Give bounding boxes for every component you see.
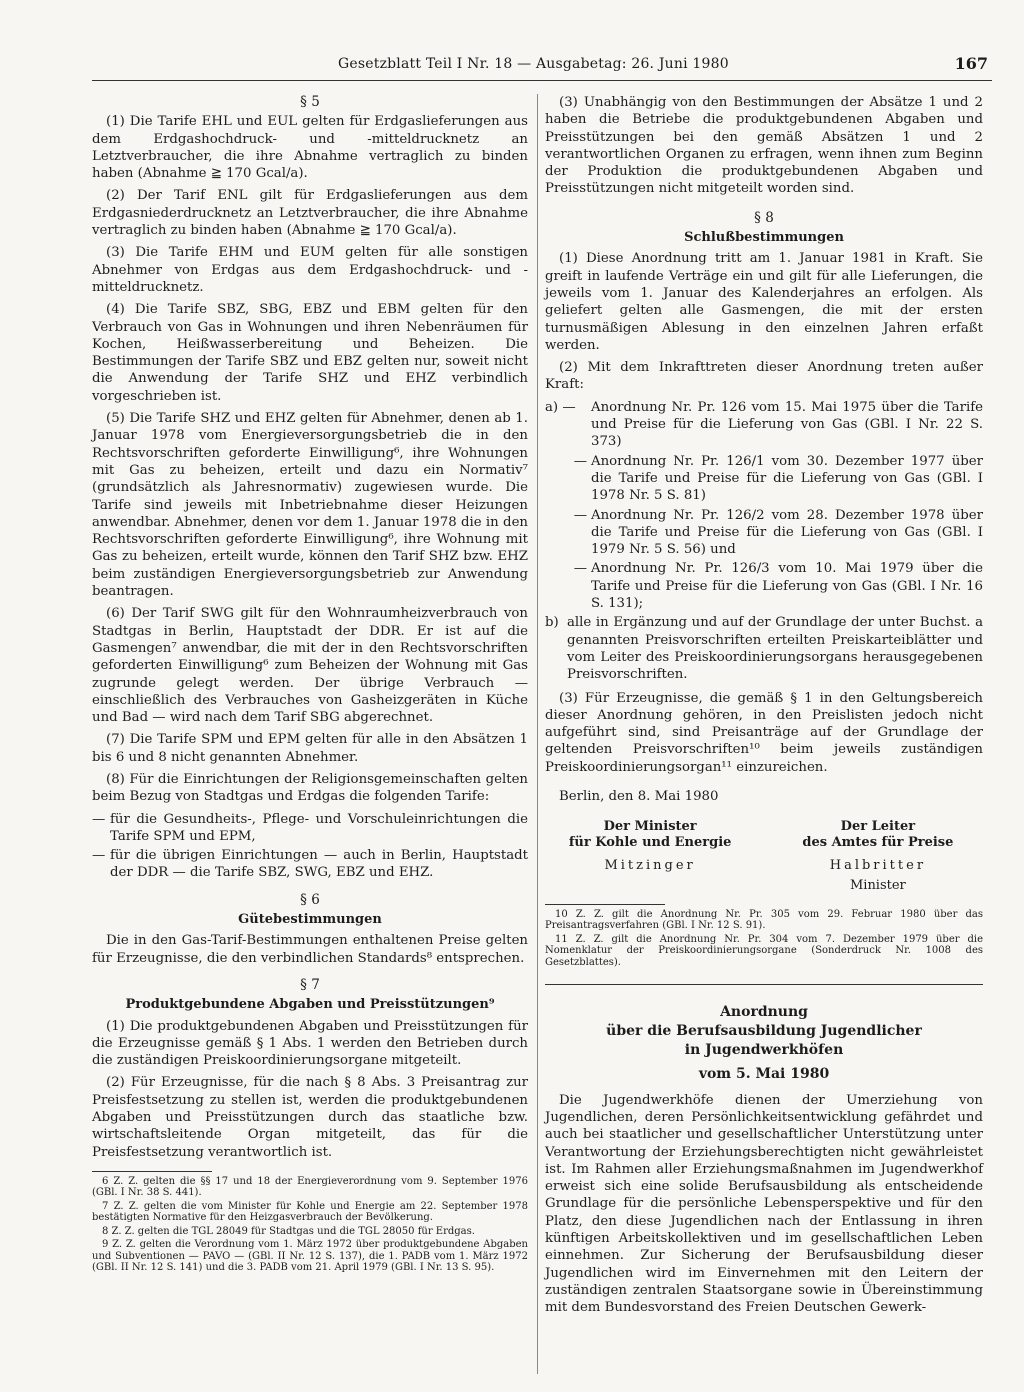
paragraph: (3) Für Erzeugnisse, die gemäß § 1 in den Geltungsbereich dieser Anordnung gehören, in den Preislisten jedoch nicht aufgeführt sind, sind Preisanträge auf der Grundlage der geltenden Preisvorschriften¹⁰ beim jeweils zuständigen Preiskoordinierungsorgan¹¹ einzureichen.: [545, 690, 983, 775]
signatory-name: Mitzinger: [604, 858, 696, 874]
footnote-rule: [545, 904, 665, 905]
list-item-a: [545, 399, 983, 451]
list-item-text: Anordnung Nr. Pr. 126/1 vom 30. Dezember 1977 über die Tarife und Preise für die Lieferung von Gas (GBl. I 1978 Nr. 5 S. 81): [591, 453, 983, 504]
dash-marker: —: [573, 507, 587, 523]
footnote: 6 Z. Z. gelten die §§ 17 und 18 der Energieverordnung vom 9. September 1976 (GBl. I Nr. 38 S. 441).: [92, 1175, 528, 1199]
dash-marker: —: [92, 848, 106, 864]
list-item: [92, 811, 528, 846]
footnote: 9 Z. Z. gelten die Verordnung vom 1. März 1972 über produktgebundene Abgaben und Subventionen — PAVO — (GBl. II Nr. 12 S. 137), die 1. PADB vom 1. März 1972 (GBl. II Nr. 12 S. 141) und die 3. PADB vom 21. April 1979 (GBl. I Nr. 13 S. 95).: [92, 1239, 528, 1274]
section-separator: [545, 984, 983, 985]
document-title: in Jugendwerkhöfen: [684, 1042, 844, 1059]
list-item-text: alle in Ergänzung und auf der Grundlage der unter Buchst. a genannten Preisvorschriften erteilten Preiskarteiblätter und vom Leiter des Preiskoordinierungsorgans herausgegebenen Preisvorschriften.: [567, 615, 983, 683]
signatory-role: Minister: [849, 877, 906, 893]
list-label: a) —: [545, 399, 576, 415]
signature-title: Der Leiter: [840, 819, 916, 835]
paragraph: (1) Die Tarife EHL und EUL gelten für Erdgaslieferungen aus dem Erdgashochdruck- und -mitteldrucknetz an Letztverbraucher, die ihre Abnahme vertraglich zu binden haben (Abnahme ≧ 170 Gcal/a).: [92, 114, 528, 182]
list-item-text: Anordnung Nr. Pr. 126/2 vom 28. Dezember 1978 über die Tarife und Preise für die Lieferung von Gas (GBl. I 1979 Nr. 5 S. 56) und: [591, 507, 983, 558]
document-date: vom 5. Mai 1980: [698, 1066, 830, 1083]
signatory-name: Halbritter: [829, 858, 927, 874]
paragraph: (5) Die Tarife SHZ und EHZ gelten für Abnehmer, denen ab 1. Januar 1978 vom Energieversorgungsbetrieb die in den Rechtsvorschriften geforderte Einwilligung⁶, ihre Wohnungen mit Gas zu beheizen, erteilt und dazu ein Normativ⁷ (grundsätzlich als Jahresnormativ) zugewiesen wurde. Die Tarife sind jeweils mit Inbetriebnahme dieser Heizungen anwendbar. Abnehmer, denen vor dem 1. Januar 1978 die in den Rechtsvorschriften geforderte Einwilligung⁶, ihre Wohnung mit Gas zu beheizen, erteilt wurde, können den Tarif SHZ bzw. EHZ beim zuständigen Energieversorgungsbetrieb zur Anwendung beantragen.: [92, 411, 528, 600]
footnote: 11 Z. Z. gilt die Anordnung Nr. Pr. 304 vom 7. Dezember 1979 über die Nomenklatur der Preiskoordinierungsorgane (Sonderdruck Nr. 1008 des Gesetzblattes).: [545, 933, 983, 968]
paragraph: (3) Unabhängig von den Bestimmungen der Absätze 1 und 2 haben die Betriebe die produktgebundenen Abgaben und Preisstützungen bei den gemäß Absätzen 1 und 2 verantwortlichen Organen zu erfragen, wenn ihnen zum Beginn der Produktion die produktgebundenen Abgaben und Preisstützungen nicht mitgeteilt worden sind.: [545, 95, 983, 197]
list-item: [545, 453, 983, 505]
column-divider: [537, 94, 538, 1374]
section-7-number: § 7: [300, 976, 320, 993]
signature-title: für Kohle und Energie: [568, 835, 732, 851]
list-item-text: für die Gesundheits-, Pflege- und Vorschuleinrichtungen die Tarife SPM und EPM,: [110, 811, 528, 844]
dash-marker: —: [573, 561, 587, 577]
dash-marker: —: [92, 811, 106, 827]
signature-title: des Amtes für Preise: [802, 835, 954, 851]
section-8-title: Schlußbestimmungen: [684, 230, 844, 246]
paragraph: Die Jugendwerkhöfe dienen der Umerziehung von Jugendlichen, deren Persönlichkeitsentwicklung gefährdet und auch bei staatlicher und gesellschaftlicher Unterstützung unter Verantwortung der Erziehungsberechtigten nicht gewährleistet ist. Im Rahmen aller Erziehungsmaßnahmen im Jugendwerkhof erweist sich eine solide Berufsausbildung als entscheidende Grundlage für die persönliche Lebensperspektive und für den Platz, den diese Jugendlichen nach der Entlassung in ihren künftigen Arbeitskollektiven und im gesellschaftlichen Leben einnehmen. Zur Sicherung der Berufsausbildung dieser Jugendlichen wird im Einvernehmen mit den Leitern der zuständigen zentralen Staatsorgane sowie in Übereinstimmung mit dem Bundesvorstand des Freien Deutschen Gewerk-: [545, 1092, 983, 1316]
left-column: [92, 94, 528, 1276]
section-7-title: Produktgebundene Abgaben und Preisstützungen⁹: [125, 997, 495, 1013]
paragraph: (6) Der Tarif SWG gilt für den Wohnraumheizverbrauch von Stadtgas in Berlin, Hauptstadt der DDR. Er ist auf die Gasmengen⁷ anwendbar, die mit der in den Rechtsvorschriften geforderten Einwilligung⁶ zum Beheizen der Wohnung mit Gas zugrunde gelegt werden. Der übrige Verbrauch — einschließlich des Verbrauches von Gasheizgeräten in Küche und Bad — wird nach dem Tarif SBG abgerechnet.: [92, 606, 528, 726]
list-item-text: Anordnung Nr. Pr. 126 vom 15. Mai 1975 über die Tarife und Preise für die Lieferung von Gas (GBl. I Nr. 22 S. 373): [591, 399, 983, 450]
section-6-title: Gütebestimmungen: [238, 912, 382, 928]
footnote: 10 Z. Z. gilt die Anordnung Nr. Pr. 305 vom 29. Februar 1980 über das Preisantragsverfahren (GBl. I Nr. 12 S. 91).: [545, 908, 983, 932]
list-item: [92, 847, 528, 882]
paragraph: (2) Mit dem Inkrafttreten dieser Anordnung treten außer Kraft:: [545, 360, 983, 393]
list-item-text: Anordnung Nr. Pr. 126/3 vom 10. Mai 1979 über die Tarife und Preise für die Lieferung von Gas (GBl. I Nr. 16 S. 131);: [591, 561, 983, 612]
paragraph: (1) Diese Anordnung tritt am 1. Januar 1981 in Kraft. Sie greift in laufende Verträge ein und gilt für alle Lieferungen, die jeweils vom 1. Januar des Kalenderjahres an erfolgen. Als geliefert gelten alle Gasmengen, die mit der ersten turnusmäßigen Ablesung in den einzelnen Jahren erfaßt werden.: [545, 251, 983, 353]
dash-marker: —: [573, 453, 587, 469]
signature-block: [545, 819, 983, 894]
signature-leiter: [773, 819, 983, 894]
paragraph: (3) Die Tarife EHM und EUM gelten für alle sonstigen Abnehmer von Erdgas aus dem Erdgashochdruck- und -mitteldrucknetz.: [92, 245, 528, 295]
header-title: Gesetzblatt Teil I Nr. 18 — Ausgabetag: 26. Juni 1980: [338, 56, 729, 72]
list-item-text: für die übrigen Einrichtungen — auch in Berlin, Hauptstadt der DDR — die Tarife SBZ, SWG, EBZ und EHZ.: [110, 848, 528, 881]
document-title: Anordnung: [720, 1004, 808, 1021]
place-date: Berlin, den 8. Mai 1980: [559, 788, 719, 804]
paragraph: (2) Für Erzeugnisse, für die nach § 8 Abs. 3 Preisantrag zur Preisfestsetzung zu stellen ist, werden die produktgebundenen Abgaben und Preisstützungen durch das staatliche bzw. wirtschaftsleitende Organ mitgeteilt, das für die Preisfestsetzung verantwortlich ist.: [92, 1075, 528, 1160]
list-item: [545, 560, 983, 612]
signature-minister: [545, 819, 755, 894]
right-column: [545, 94, 983, 1322]
list-item: [545, 507, 983, 559]
signature-title: Der Minister: [603, 819, 697, 835]
page-number: 167: [954, 54, 988, 73]
section-6-number: § 6: [300, 891, 320, 908]
footnote: 8 Z. Z. gelten die TGL 28049 für Stadtgas und die TGL 28050 für Erdgas.: [102, 1225, 475, 1237]
page-header: [92, 56, 992, 81]
section-8-number: § 8: [754, 209, 774, 226]
paragraph: (4) Die Tarife SBZ, SBG, EBZ und EBM gelten für den Verbrauch von Gas in Wohnungen und ihren Nebenräumen für Kochen, Heißwasserbereitung und Beheizen. Die Bestimmungen der Tarife SBZ und EBZ gelten nur, soweit nicht die Anwendung der Tarife SHZ und EHZ verbindlich vorgeschrieben ist.: [92, 302, 528, 404]
document-title: über die Berufsausbildung Jugendlicher: [606, 1023, 922, 1040]
paragraph: (2) Der Tarif ENL gilt für Erdgaslieferungen aus dem Erdgasniederdrucknetz an Letztverbraucher, die ihre Abnahme vertraglich zu binden haben (Abnahme ≧ 170 Gcal/a).: [92, 188, 528, 239]
paragraph: (7) Die Tarife SPM und EPM gelten für alle in den Absätzen 1 bis 6 und 8 nicht genannten Abnehmer.: [92, 732, 528, 765]
paragraph: (8) Für die Einrichtungen der Religionsgemeinschaften gelten beim Bezug von Stadtgas und Erdgas die folgenden Tarife:: [92, 771, 528, 805]
paragraph: (1) Die produktgebundenen Abgaben und Preisstützungen für die Erzeugnisse gemäß § 1 Abs. 1 werden den Betrieben durch die zuständigen Preiskoordinierungsorgane mitgeteilt.: [92, 1018, 528, 1069]
footnote: 7 Z. Z. gelten die vom Minister für Kohle und Energie am 22. September 1978 bestätigten Normative für den Heizgasverbrauch der Bevölkerung.: [92, 1200, 528, 1224]
list-item-b: [545, 614, 983, 683]
footnote-rule: [92, 1171, 212, 1172]
paragraph: Die in den Gas-Tarif-Bestimmungen enthaltenen Preise gelten für Erzeugnisse, die den verbindlichen Standards⁸ entsprechen.: [92, 933, 528, 966]
section-5-number: § 5: [300, 94, 320, 110]
list-label: b): [545, 615, 559, 631]
